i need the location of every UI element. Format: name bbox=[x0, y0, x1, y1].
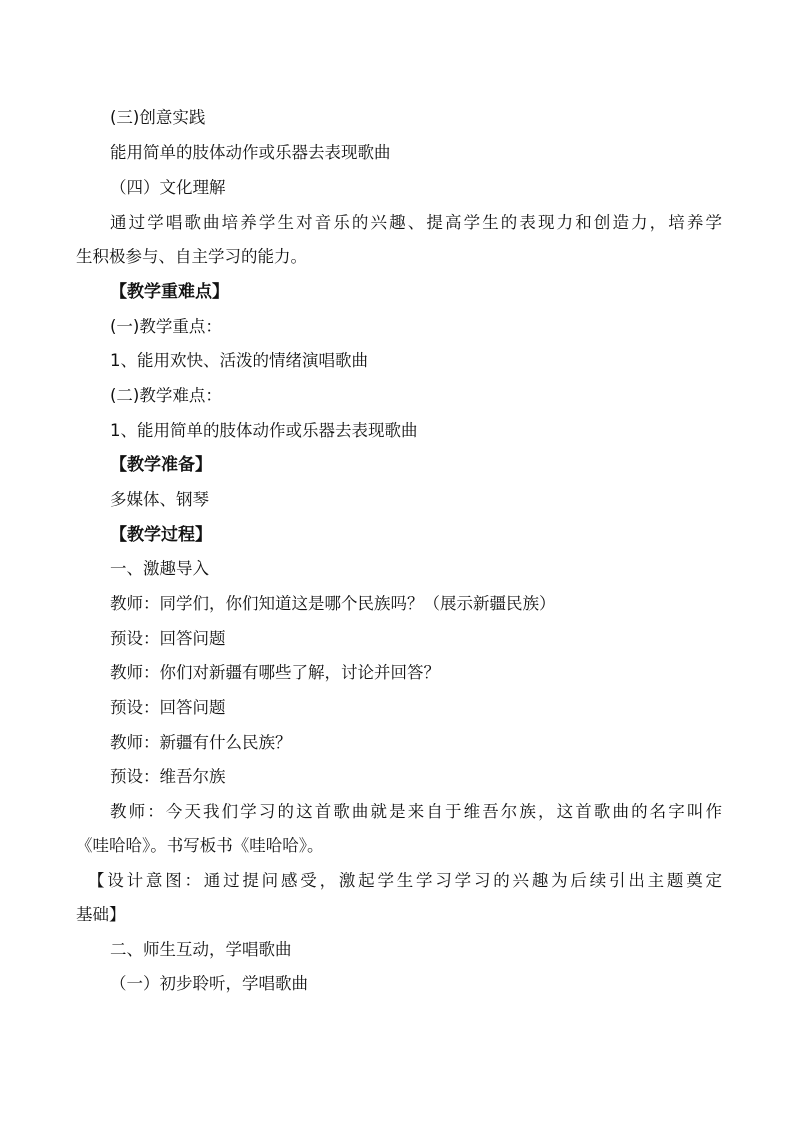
dialogue-line: 教师：今天我们学习的这首歌曲就是来自于维吾尔族，这首歌曲的名字叫作 bbox=[110, 802, 722, 821]
list-item: 1、能用欢快、活泼的情绪演唱歌曲 bbox=[110, 351, 368, 370]
dialogue-line: 教师：同学们，你们知道这是哪个民族吗？（展示新疆民族） bbox=[110, 594, 556, 613]
list-item: 1、能用简单的肢体动作或乐器去表现歌曲 bbox=[110, 421, 418, 440]
paragraph-line: 生积极参与、自主学习的能力。 bbox=[76, 247, 307, 266]
heading-key-difficult-points: 【教学重难点】 bbox=[110, 282, 229, 302]
dialogue-line: 《哇哈哈》。书写板书《哇哈哈》。 bbox=[76, 836, 324, 855]
section-heading-creative-practice: (三)创意实践 bbox=[110, 108, 206, 127]
design-intent-line: 基础】 bbox=[76, 905, 126, 924]
subheading-introduction: 一、激趣导入 bbox=[110, 559, 209, 578]
subheading-first-listening: （一）初步聆听，学唱歌曲 bbox=[110, 974, 308, 993]
subheading-difficult-points: (二)教学难点： bbox=[110, 386, 222, 405]
section-heading-cultural-understanding: （四）文化理解 bbox=[110, 178, 226, 197]
dialogue-line: 教师：你们对新疆有哪些了解，讨论并回答？ bbox=[110, 663, 440, 682]
subheading-key-points: (一)教学重点： bbox=[110, 317, 222, 336]
heading-teaching-preparation: 【教学准备】 bbox=[110, 455, 212, 475]
paragraph-line: 多媒体、钢琴 bbox=[110, 490, 209, 509]
paragraph-line: 通过学唱歌曲培养学生对音乐的兴趣、提高学生的表现力和创造力，培养学 bbox=[110, 213, 722, 232]
heading-teaching-process: 【教学过程】 bbox=[110, 525, 212, 545]
dialogue-line: 预设：维吾尔族 bbox=[110, 767, 226, 786]
design-intent-line: 【设计意图：通过提问感受，激起学生学习学习的兴趣为后续引出主题奠定 bbox=[88, 871, 722, 890]
dialogue-line: 预设：回答问题 bbox=[110, 698, 226, 717]
dialogue-line: 教师：新疆有什么民族？ bbox=[110, 733, 292, 752]
dialogue-line: 预设：回答问题 bbox=[110, 629, 226, 648]
subheading-interaction: 二、师生互动，学唱歌曲 bbox=[110, 940, 292, 959]
paragraph-line: 能用简单的肢体动作或乐器去表现歌曲 bbox=[110, 143, 391, 162]
